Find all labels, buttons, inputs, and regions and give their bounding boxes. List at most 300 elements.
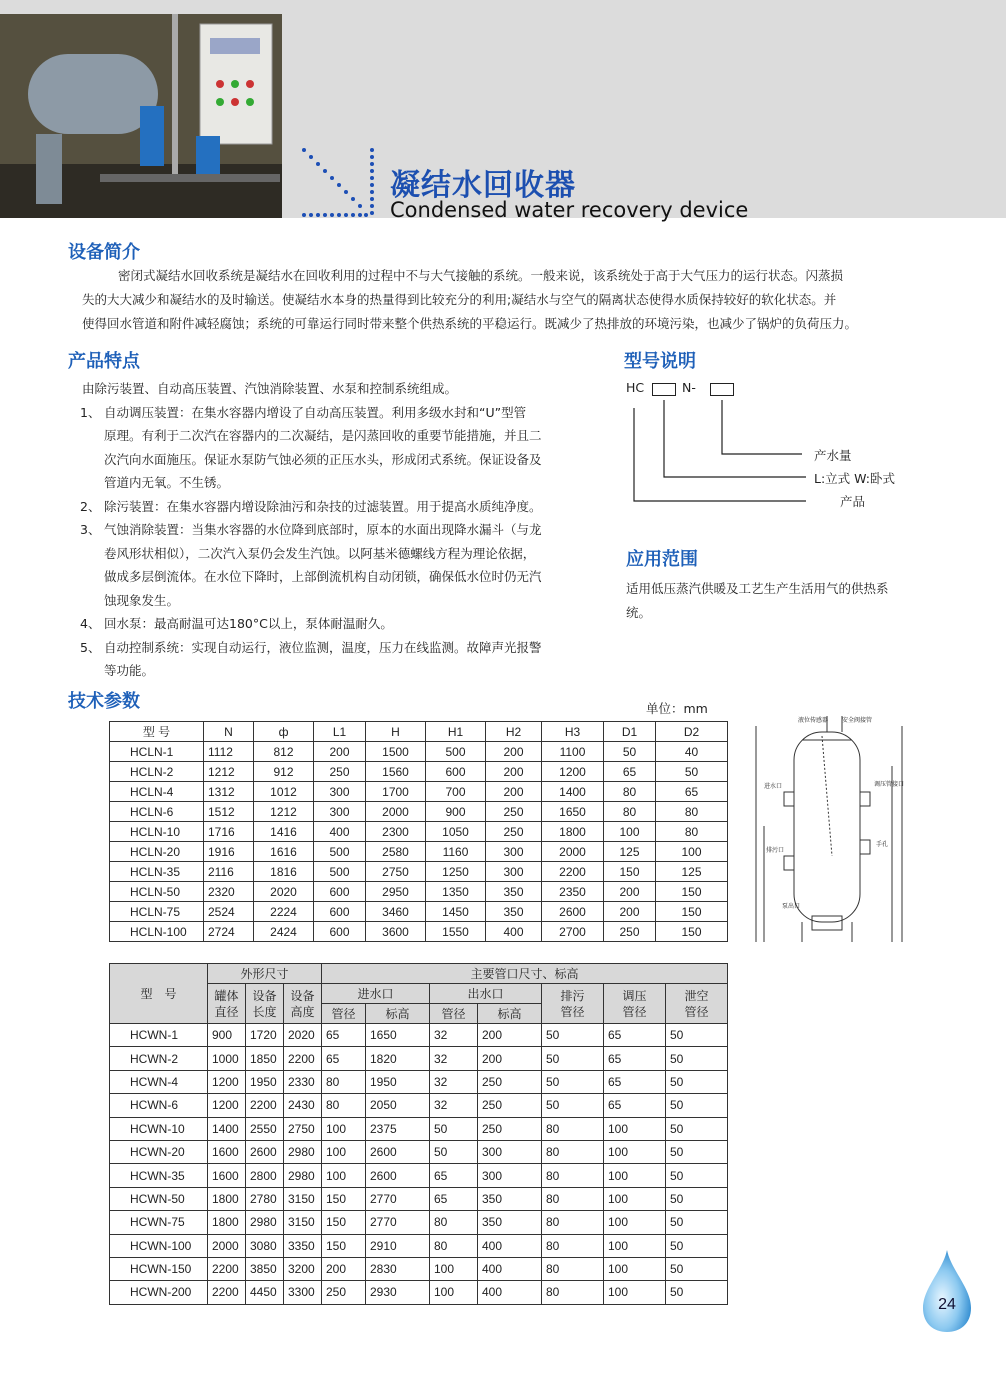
- table-cell: 100: [604, 1117, 666, 1140]
- table-cell: 150: [656, 882, 728, 902]
- th-text: 管径: [622, 1004, 647, 1019]
- table-cell: 2600: [542, 902, 604, 922]
- th-elev: 标高: [478, 1004, 542, 1024]
- feature-line: 除污装置：在集水容器内增设除油污和杂技的过滤装置。用于提高水质纯净度。: [104, 498, 542, 514]
- table-cell: 80: [430, 1211, 478, 1234]
- tech-heading: 技术参数: [68, 691, 140, 712]
- model-cell: HCLN-100: [110, 922, 204, 942]
- table-cell: 500: [426, 742, 486, 762]
- feature-line: 蚀现象发生。: [104, 592, 180, 608]
- intro-line: 密闭式凝结水回收系统是凝结水在回收利用的过程中不与大气接触的系统。一般来说，该系统处于高于大气压力的运行状态。闪蒸损: [118, 268, 844, 283]
- table-cell: 2000: [542, 842, 604, 862]
- table-cell: 912: [254, 762, 314, 782]
- table-cell: 350: [478, 1211, 542, 1234]
- th-text: 长度: [252, 1004, 277, 1019]
- table-cell: 2600: [366, 1164, 430, 1187]
- table-cell: 65: [604, 1094, 666, 1117]
- model-label-type: L:立式 W:卧式: [814, 471, 895, 486]
- table-cell: 3150: [284, 1211, 322, 1234]
- table-cell: 3080: [246, 1234, 284, 1257]
- table-cell: 80: [542, 1187, 604, 1210]
- table-cell: 65: [604, 1047, 666, 1070]
- table-cell: 250: [486, 822, 542, 842]
- table-cell: 300: [486, 842, 542, 862]
- table-cell: 1400: [542, 782, 604, 802]
- table-cell: 2600: [366, 1140, 430, 1163]
- intro-line: 失的大大减少和凝结水的及时输送。使凝结水本身的热量得到比较充分的利用;凝结水与空气的隔离状态使得水质保持较好的软化状态。并: [82, 292, 837, 307]
- table-cell: 2750: [366, 862, 426, 882]
- table-cell: 2200: [284, 1047, 322, 1070]
- table-cell: 1616: [254, 842, 314, 862]
- table-cell: 200: [314, 742, 366, 762]
- table-cell: 1950: [246, 1070, 284, 1093]
- table-cell: 50: [666, 1234, 728, 1257]
- table-row: [110, 802, 728, 822]
- table-row: [110, 1164, 728, 1187]
- table-cell: 100: [604, 1164, 666, 1187]
- table-cell: 1400: [208, 1117, 246, 1140]
- th-model: 型 号: [110, 722, 204, 742]
- table-cell: 65: [322, 1047, 366, 1070]
- table-cell: 2724: [204, 922, 254, 942]
- table-cell: 80: [542, 1234, 604, 1257]
- table-cell: 300: [314, 802, 366, 822]
- table-cell: 1816: [254, 862, 314, 882]
- features-list: [70, 377, 590, 683]
- table-cell: 600: [314, 902, 366, 922]
- model-cell: HCWN-1: [110, 1024, 208, 1047]
- vertical-spec-table: [109, 721, 728, 942]
- table-cell: 250: [604, 922, 656, 942]
- table-cell: 1112: [204, 742, 254, 762]
- th-reg: [604, 984, 666, 1024]
- table-cell: 100: [322, 1164, 366, 1187]
- th-text: 泄空: [684, 988, 709, 1003]
- table-cell: 1800: [208, 1211, 246, 1234]
- table-row: [110, 1140, 728, 1163]
- table-cell: 350: [486, 902, 542, 922]
- features-heading: 产品特点: [68, 351, 140, 372]
- table-cell: 65: [430, 1164, 478, 1187]
- th-text: 罐体: [214, 988, 239, 1003]
- th-tank: [208, 984, 246, 1024]
- table-cell: 3300: [284, 1281, 322, 1304]
- feature-line: 等功能。: [104, 663, 155, 678]
- table-cell: 1416: [254, 822, 314, 842]
- table-cell: 125: [656, 862, 728, 882]
- table-cell: 600: [426, 762, 486, 782]
- table-cell: 1050: [426, 822, 486, 842]
- feature-item: [70, 401, 590, 425]
- table-cell: 500: [314, 842, 366, 862]
- table-cell: 2524: [204, 902, 254, 922]
- table-cell: 150: [322, 1211, 366, 1234]
- model-cell: HCWN-20: [110, 1140, 208, 1163]
- table-cell: 50: [542, 1047, 604, 1070]
- application-text: [626, 577, 926, 625]
- th-outer: 外形尺寸: [208, 964, 322, 984]
- table-row: [110, 822, 728, 842]
- table-cell: 2750: [284, 1117, 322, 1140]
- table-cell: 40: [656, 742, 728, 762]
- table-cell: 1716: [204, 822, 254, 842]
- model-cell: HCLN-75: [110, 902, 204, 922]
- table-cell: 300: [478, 1164, 542, 1187]
- table-cell: 50: [656, 762, 728, 782]
- table-cell: 50: [666, 1281, 728, 1304]
- table-cell: 65: [322, 1024, 366, 1047]
- table-cell: 2980: [284, 1164, 322, 1187]
- table-cell: 350: [478, 1187, 542, 1210]
- page-number-drop: [921, 1248, 973, 1334]
- model-cell: HCWN-4: [110, 1070, 208, 1093]
- table-cell: 1650: [366, 1024, 430, 1047]
- table-cell: 50: [666, 1140, 728, 1163]
- table-cell: 400: [478, 1281, 542, 1304]
- table-cell: 32: [430, 1070, 478, 1093]
- th-elev: 标高: [366, 1004, 430, 1024]
- th-outlet: 出水口: [430, 984, 542, 1004]
- table-cell: 32: [430, 1094, 478, 1117]
- table-cell: 2320: [204, 882, 254, 902]
- table-cell: 32: [430, 1024, 478, 1047]
- table-cell: 50: [666, 1070, 728, 1093]
- table-cell: 1450: [426, 902, 486, 922]
- table-cell: 900: [426, 802, 486, 822]
- table-cell: 1100: [542, 742, 604, 762]
- table-cell: 2200: [208, 1257, 246, 1280]
- table-cell: 80: [542, 1140, 604, 1163]
- table-cell: 1550: [426, 922, 486, 942]
- table-cell: 2200: [208, 1281, 246, 1304]
- table-cell: 80: [604, 802, 656, 822]
- table-cell: 1012: [254, 782, 314, 802]
- table-cell: 1512: [204, 802, 254, 822]
- table-cell: 3460: [366, 902, 426, 922]
- drawing-label: 泵出口: [782, 903, 801, 910]
- table-cell: 1312: [204, 782, 254, 802]
- table-cell: 1800: [542, 822, 604, 842]
- table-cell: 250: [486, 802, 542, 822]
- table-cell: 2580: [366, 842, 426, 862]
- model-cell: HCWN-10: [110, 1117, 208, 1140]
- table-cell: 100: [604, 1234, 666, 1257]
- th-inlet: 进水口: [322, 984, 430, 1004]
- table-cell: 1500: [366, 742, 426, 762]
- table-cell: 2980: [284, 1140, 322, 1163]
- table-cell: 80: [604, 782, 656, 802]
- drawing-label: 排污口: [766, 847, 785, 854]
- table-row: [110, 1281, 728, 1304]
- table-cell: 50: [542, 1094, 604, 1117]
- feature-num: 1、: [80, 404, 101, 420]
- table-cell: 2980: [246, 1211, 284, 1234]
- th-text: 调压: [622, 988, 647, 1003]
- table-cell: 50: [430, 1117, 478, 1140]
- drawing-label: 进水口: [764, 783, 783, 790]
- table-cell: 400: [314, 822, 366, 842]
- table-cell: 80: [542, 1117, 604, 1140]
- feature-line: 管道内无氧。不生锈。: [104, 475, 230, 490]
- table-cell: 50: [666, 1117, 728, 1140]
- table-cell: 100: [604, 1281, 666, 1304]
- table-cell: 80: [542, 1281, 604, 1304]
- feature-line: 回水泵：最高耐温可达180°C以上，泵体耐温耐久。: [104, 616, 393, 631]
- th-col: H: [366, 722, 426, 742]
- table-cell: 250: [314, 762, 366, 782]
- table-cell: 700: [426, 782, 486, 802]
- table-row: [110, 1094, 728, 1117]
- table-row: [110, 1070, 728, 1093]
- table-row: [110, 762, 728, 782]
- table-cell: 1650: [542, 802, 604, 822]
- feature-item: [70, 636, 590, 660]
- model-code-lines: [626, 380, 926, 510]
- table-cell: 80: [322, 1070, 366, 1093]
- table-cell: 200: [486, 742, 542, 762]
- table-cell: 150: [656, 922, 728, 942]
- table-cell: 250: [478, 1070, 542, 1093]
- feature-item: [70, 612, 590, 636]
- model-cell: HCWN-100: [110, 1234, 208, 1257]
- table-row: [110, 1234, 728, 1257]
- table-cell: 1212: [254, 802, 314, 822]
- table-cell: 1000: [208, 1047, 246, 1070]
- intro-line: 使得回水管道和附件减轻腐蚀；系统的可靠运行同时带来整个供热系统的平稳运行。既减少了热排放的环境污染，也减少了锅炉的负荷压力。: [82, 316, 858, 331]
- model-mid: N-: [682, 380, 696, 395]
- table-cell: 50: [666, 1047, 728, 1070]
- table-cell: 2200: [246, 1094, 284, 1117]
- table-cell: 2000: [366, 802, 426, 822]
- th-col: H3: [542, 722, 604, 742]
- table-row: [110, 1257, 728, 1280]
- table-cell: 2830: [366, 1257, 430, 1280]
- table-cell: 2780: [246, 1187, 284, 1210]
- page-title: 凝结水回收器: [390, 168, 576, 203]
- table-cell: 65: [656, 782, 728, 802]
- table-cell: 1720: [246, 1024, 284, 1047]
- th-text: 设备: [252, 988, 277, 1003]
- table-cell: 50: [666, 1024, 728, 1047]
- table-cell: 50: [604, 742, 656, 762]
- table-cell: 1600: [208, 1140, 246, 1163]
- table-cell: 80: [542, 1257, 604, 1280]
- model-cell: HCWN-75: [110, 1211, 208, 1234]
- intro-heading: 设备简介: [68, 242, 140, 263]
- table-cell: 2700: [542, 922, 604, 942]
- table-cell: 2600: [246, 1140, 284, 1163]
- vessel-drawing: [742, 706, 912, 946]
- application-line: 统。: [626, 605, 652, 620]
- table-cell: 200: [486, 782, 542, 802]
- table-cell: 2300: [366, 822, 426, 842]
- th-vent: [666, 984, 728, 1024]
- table-cell: 300: [314, 782, 366, 802]
- unit-label: 单位：mm: [646, 701, 708, 716]
- model-cell: HCLN-4: [110, 782, 204, 802]
- model-cell: HCWN-50: [110, 1187, 208, 1210]
- table-cell: 65: [604, 762, 656, 782]
- table-cell: 50: [542, 1070, 604, 1093]
- model-cell: HCWN-6: [110, 1094, 208, 1117]
- table-cell: 2770: [366, 1211, 430, 1234]
- table-cell: 1200: [208, 1094, 246, 1117]
- feature-item: [70, 518, 590, 542]
- model-cell: HCLN-1: [110, 742, 204, 762]
- table-cell: 2930: [366, 1281, 430, 1304]
- table-cell: 200: [604, 902, 656, 922]
- th-model: 型 号: [110, 964, 208, 1024]
- table-cell: 50: [666, 1257, 728, 1280]
- model-cell: HCWN-35: [110, 1164, 208, 1187]
- table-cell: 400: [478, 1257, 542, 1280]
- table-cell: 250: [478, 1094, 542, 1117]
- th-text: 管径: [684, 1004, 709, 1019]
- table-cell: 50: [542, 1024, 604, 1047]
- application-heading: 应用范围: [626, 549, 698, 570]
- table-cell: 2550: [246, 1117, 284, 1140]
- table-row: [110, 922, 728, 942]
- feature-line: 气蚀消除装置：当集水容器的水位降到底部时，原本的水面出现降水漏斗（与龙: [104, 522, 542, 537]
- table-cell: 1560: [366, 762, 426, 782]
- th-col: D2: [656, 722, 728, 742]
- table-cell: 600: [314, 882, 366, 902]
- table-cell: 2350: [542, 882, 604, 902]
- table-cell: 4450: [246, 1281, 284, 1304]
- table-cell: 2910: [366, 1234, 430, 1257]
- th-col: ф: [254, 722, 314, 742]
- table-cell: 3600: [366, 922, 426, 942]
- table-cell: 150: [322, 1234, 366, 1257]
- table-cell: 1800: [208, 1187, 246, 1210]
- table-cell: 80: [542, 1164, 604, 1187]
- table-cell: 80: [322, 1094, 366, 1117]
- table-row: [110, 782, 728, 802]
- table-cell: 3350: [284, 1234, 322, 1257]
- table-cell: 50: [666, 1211, 728, 1234]
- table-cell: 1160: [426, 842, 486, 862]
- table-cell: 80: [656, 822, 728, 842]
- th-pipe: 管径: [430, 1004, 478, 1024]
- model-prefix: HC: [626, 380, 645, 395]
- table-cell: 50: [666, 1094, 728, 1117]
- table-cell: 500: [314, 862, 366, 882]
- table-cell: 2200: [542, 862, 604, 882]
- th-pipe: 管径: [322, 1004, 366, 1024]
- table-row: [110, 1117, 728, 1140]
- table-cell: 1200: [208, 1070, 246, 1093]
- table-cell: 65: [604, 1070, 666, 1093]
- feature-num: 4、: [80, 616, 101, 631]
- th-text: 直径: [214, 1004, 239, 1019]
- table-cell: 250: [322, 1281, 366, 1304]
- page-subtitle: Condensed water recovery device: [390, 198, 749, 222]
- table-row: [110, 902, 728, 922]
- table-cell: 200: [478, 1024, 542, 1047]
- table-cell: 1850: [246, 1047, 284, 1070]
- feature-num: 2、: [80, 498, 101, 514]
- th-text: 管径: [560, 1004, 585, 1019]
- table-cell: 100: [656, 842, 728, 862]
- table-cell: 200: [322, 1257, 366, 1280]
- table-cell: 150: [604, 862, 656, 882]
- dotted-decoration: [300, 146, 382, 220]
- table-cell: 80: [656, 802, 728, 822]
- table-cell: 600: [314, 922, 366, 942]
- model-cell: HCWN-2: [110, 1047, 208, 1070]
- table-cell: 100: [604, 1211, 666, 1234]
- table-cell: 2430: [284, 1094, 322, 1117]
- feature-num: 3、: [80, 522, 101, 537]
- table-cell: 2800: [246, 1164, 284, 1187]
- table-cell: 1950: [366, 1070, 430, 1093]
- th-drain: [542, 984, 604, 1024]
- horizontal-spec-table: [109, 963, 728, 1305]
- table-cell: 2020: [254, 882, 314, 902]
- table-cell: 400: [478, 1234, 542, 1257]
- table-row: [110, 1047, 728, 1070]
- table-cell: 80: [542, 1211, 604, 1234]
- th-col: D1: [604, 722, 656, 742]
- table-cell: 65: [604, 1024, 666, 1047]
- th-col: H1: [426, 722, 486, 742]
- table-cell: 200: [486, 762, 542, 782]
- table-cell: 125: [604, 842, 656, 862]
- model-label-output: 产水量: [814, 448, 852, 463]
- model-label-product: 产品: [840, 494, 866, 509]
- th-text: 高度: [290, 1004, 315, 1019]
- feature-line: 卷风形状相似），二次汽入泵仍会发生汽蚀。以阿基米德螺线方程为理论依据，: [104, 545, 536, 561]
- table-cell: 80: [430, 1234, 478, 1257]
- table-cell: 100: [604, 1187, 666, 1210]
- feature-item: [70, 495, 590, 519]
- intro-text: [82, 264, 857, 336]
- table-cell: 1200: [542, 762, 604, 782]
- table-row: [110, 1187, 728, 1210]
- table-cell: 65: [430, 1187, 478, 1210]
- th-col: L1: [314, 722, 366, 742]
- drawing-label: 手孔: [876, 841, 889, 848]
- table-cell: 1350: [426, 882, 486, 902]
- table-cell: 3850: [246, 1257, 284, 1280]
- table-cell: 300: [486, 862, 542, 882]
- page-number: 24: [938, 1296, 956, 1313]
- table-cell: 100: [322, 1140, 366, 1163]
- table-cell: 1700: [366, 782, 426, 802]
- application-line: 适用低压蒸汽供暖及工艺生产生活用气的供热系: [626, 581, 889, 596]
- table-row: [110, 882, 728, 902]
- table-cell: 300: [478, 1140, 542, 1163]
- table-cell: 400: [486, 922, 542, 942]
- th-col: H2: [486, 722, 542, 742]
- th-text: 设备: [290, 988, 315, 1003]
- feature-line: 做成多层倒流体。在水位下降时，上部倒流机构自动闭锁，确保低水位时仍无汽: [104, 569, 542, 584]
- table-cell: 2224: [254, 902, 314, 922]
- model-cell: HCLN-6: [110, 802, 204, 822]
- table-row: [110, 862, 728, 882]
- feature-num: 5、: [80, 639, 101, 655]
- table-cell: 100: [430, 1281, 478, 1304]
- table-cell: 100: [322, 1117, 366, 1140]
- table-cell: 100: [604, 822, 656, 842]
- table-cell: 50: [666, 1164, 728, 1187]
- table-cell: 200: [478, 1047, 542, 1070]
- table-cell: 150: [322, 1187, 366, 1210]
- feature-line: 自动调压装置：在集水容器内增设了自动高压装置。利用多级水封和“U”型管: [104, 404, 527, 420]
- table-cell: 3150: [284, 1187, 322, 1210]
- drawing-label: 调压管接口: [874, 781, 905, 788]
- model-cell: HCLN-50: [110, 882, 204, 902]
